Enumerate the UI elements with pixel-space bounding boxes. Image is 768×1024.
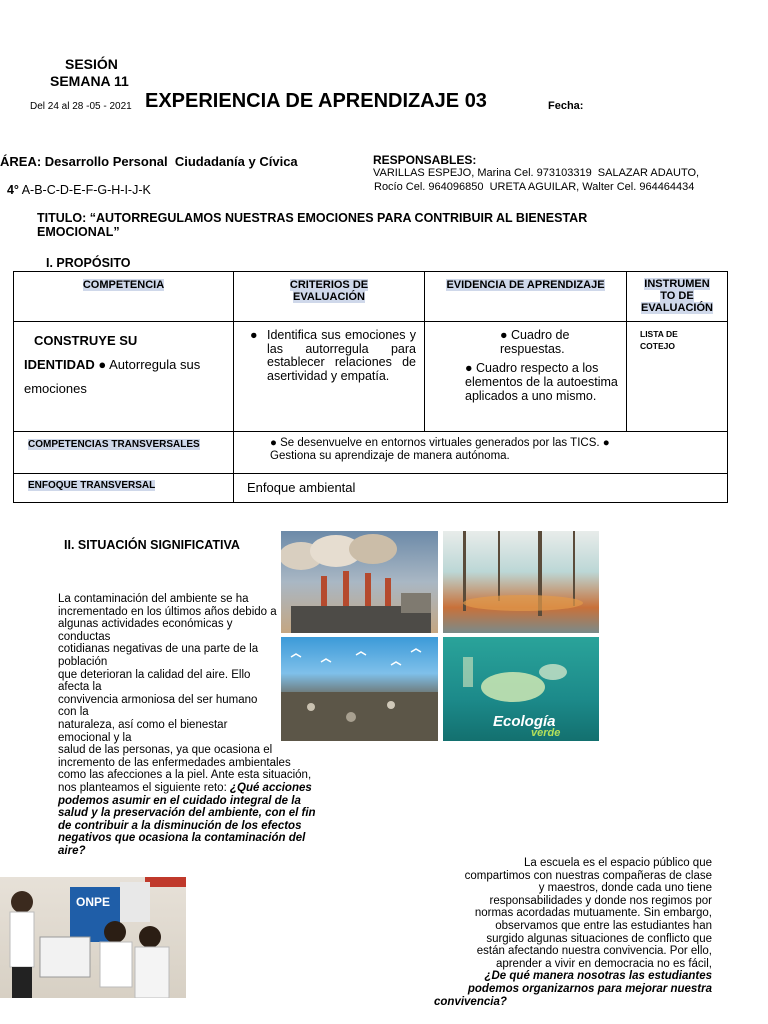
enfoque-label-cell: ENFOQUE TRANSVERSAL: [14, 474, 234, 503]
transversales-label-cell: COMPETENCIAS TRANSVERSALES: [14, 432, 234, 474]
escuela-line: normas acordadas mutuamente. Sin embargo,: [474, 907, 712, 920]
situacion-question-line: de contribuir a la disminución de los efectos: [58, 819, 302, 832]
situacion-question-line: podemos asumir en el cuidado integral de la: [58, 794, 301, 807]
situacion-line: La contaminación del ambiente se ha: [58, 593, 249, 605]
grade-prefix: 4°: [6, 183, 19, 197]
area-label: ÁREA: Desarrollo Personal Ciudadanía y Cívica: [0, 154, 298, 169]
situacion-line: que deterioran la calidad del aire. Ello: [58, 668, 251, 681]
transversales-cell: [234, 432, 728, 474]
competencia-cell: [14, 322, 234, 432]
ocean-plastic-photo: [443, 637, 599, 741]
situacion-line: convivencia armoniosa del ser humano: [58, 693, 258, 706]
photo-caption-ecologia: Ecología: [493, 713, 556, 730]
situacion-question-line: aire?: [58, 844, 86, 857]
grade-line: [0, 169, 151, 197]
situacion-line: como las afecciones a la piel. Ante esta situación,: [58, 769, 312, 782]
escuela-line: responsabilidades y donde nos regimos por: [489, 894, 712, 907]
escuela-line: compartimos con nuestras compañeras de clase: [464, 869, 712, 882]
grade-sections: A-B-C-D-E-F-G-H-I-J-K: [18, 183, 151, 197]
enfoque-text: Enfoque ambiental: [247, 480, 356, 495]
escuela-line: La escuela es el espacio público que: [524, 857, 712, 869]
situacion-line: salud de las personas, ya que ocasiona el: [58, 744, 273, 757]
situacion-question-line: negativos que ocasiona la contaminación del: [58, 832, 306, 845]
col-header-evidencia: EVIDENCIA DE APRENDIZAJE: [425, 272, 627, 322]
bullet-icon: ●: [250, 328, 258, 342]
date-range: Del 24 al 28 -05 - 2021: [30, 101, 132, 112]
situacion-paragraph: [58, 593, 328, 857]
situacion-line: incrementado en los últimos años debido a: [58, 605, 277, 618]
escuela-question-line: podemos organizarnos para mejorar nuestra: [467, 982, 712, 995]
evidencia-cell: [425, 322, 627, 432]
situacion-heading: II. SITUACIÓN SIGNIFICATIVA: [64, 538, 240, 552]
session-title-line2: EMOCIONAL”: [37, 225, 120, 239]
enfoque-cell: [234, 474, 728, 503]
situacion-line: nos planteamos el siguiente reto: ¿Qué acciones: [58, 781, 312, 794]
escuela-line: surgido algunas situaciones de conflicto que: [486, 932, 712, 945]
proposito-heading: I. PROPÓSITO: [46, 256, 131, 270]
situacion-line: incremento de las enfermedades ambientales: [58, 756, 291, 769]
situacion-line: emocional y la: [58, 731, 132, 744]
escuela-question-line: ¿De qué manera nosotras las estudiantes: [484, 970, 712, 983]
students-voting-photo: [0, 877, 186, 998]
evidencia-2: ● Cuadro respecto a los elementos de la autoestima aplicados a uno mismo.: [465, 361, 618, 403]
escuela-line: observamos que entre las estudiantes han: [495, 919, 712, 932]
session-title-line1: TITULO: “AUTORREGULAMOS NUESTRAS EMOCIONES PARA CONTRIBUIR AL BIENESTAR: [37, 211, 588, 225]
situacion-question: [58, 795, 328, 858]
onpe-sign: ONPE: [76, 895, 111, 909]
situacion-line: cotidianas negativas de una parte de la: [58, 643, 259, 656]
instrumento-cell: [627, 322, 728, 432]
responsables-label: RESPONSABLES:: [373, 153, 477, 167]
responsables-line1: VARILLAS ESPEJO, Marina Cel. 973103319 SALAZAR ADAUTO,: [373, 167, 700, 179]
evidencia-1: ● Cuadro de respuestas.: [500, 328, 570, 356]
situacion-line: con la: [58, 706, 89, 719]
competencia-bold2: IDENTIDAD: [24, 357, 95, 372]
criterio-cell: [234, 322, 425, 432]
page-title: EXPERIENCIA DE APRENDIZAJE 03: [145, 90, 487, 112]
situacion-line: población: [58, 655, 108, 668]
situacion-line: algunas actividades económicas y: [58, 618, 233, 631]
purpose-table: [13, 271, 728, 503]
responsables-line2: Rocío Cel. 964096850 URETA AGUILAR, Walter Cel. 964464434: [374, 181, 695, 193]
transversales-text: ● Se desenvuelve en entornos virtuales generados por las TICS. ● Gestiona su aprendizaje de manera autónoma.: [270, 437, 610, 462]
escuela-question: [420, 970, 712, 1008]
situacion-line: conductas: [58, 630, 111, 643]
escuela-paragraph: [420, 857, 712, 1008]
escuela-line: y maestros, donde cada uno tiene: [538, 882, 712, 895]
situacion-question-line: salud y la preservación del ambiente, con el fin: [58, 807, 316, 820]
polluted-water-photo: [443, 531, 599, 633]
week-label: SEMANA 11: [50, 73, 129, 89]
situacion-line: afecta la: [58, 681, 102, 694]
escuela-question-line: convivencia?: [434, 995, 507, 1008]
escuela-line: están afectando nuestra convivencia. Por ello,: [476, 945, 712, 958]
photo-caption-verde: verde: [531, 727, 561, 739]
criterio-text: Identifica sus emociones y las autorregula para establecer relaciones de asertividad y empatía.: [267, 328, 416, 383]
fecha-label: Fecha:: [548, 100, 584, 112]
col-header-instrumento: INSTRUMEN TO DE EVALUACIÓN: [627, 272, 728, 322]
competencia-bold1: CONSTRUYE SU: [34, 333, 138, 348]
competencia-text: ● Autorregula sus: [94, 357, 201, 372]
situacion-question-start: ¿Qué acciones: [229, 781, 312, 794]
col-header-criterios: CRITERIOS DE EVALUACIÓN: [234, 272, 425, 322]
competencia-text2: emociones: [24, 381, 87, 396]
session-label: SESIÓN: [65, 56, 118, 72]
col-header-competencia: COMPETENCIA: [14, 272, 234, 322]
escuela-line: aprender a vivir en democracia no es fácil,: [495, 957, 712, 970]
situacion-line: naturaleza, así como el bienestar: [58, 718, 228, 731]
instrumento-text: LISTA DE COTEJO: [640, 329, 678, 351]
